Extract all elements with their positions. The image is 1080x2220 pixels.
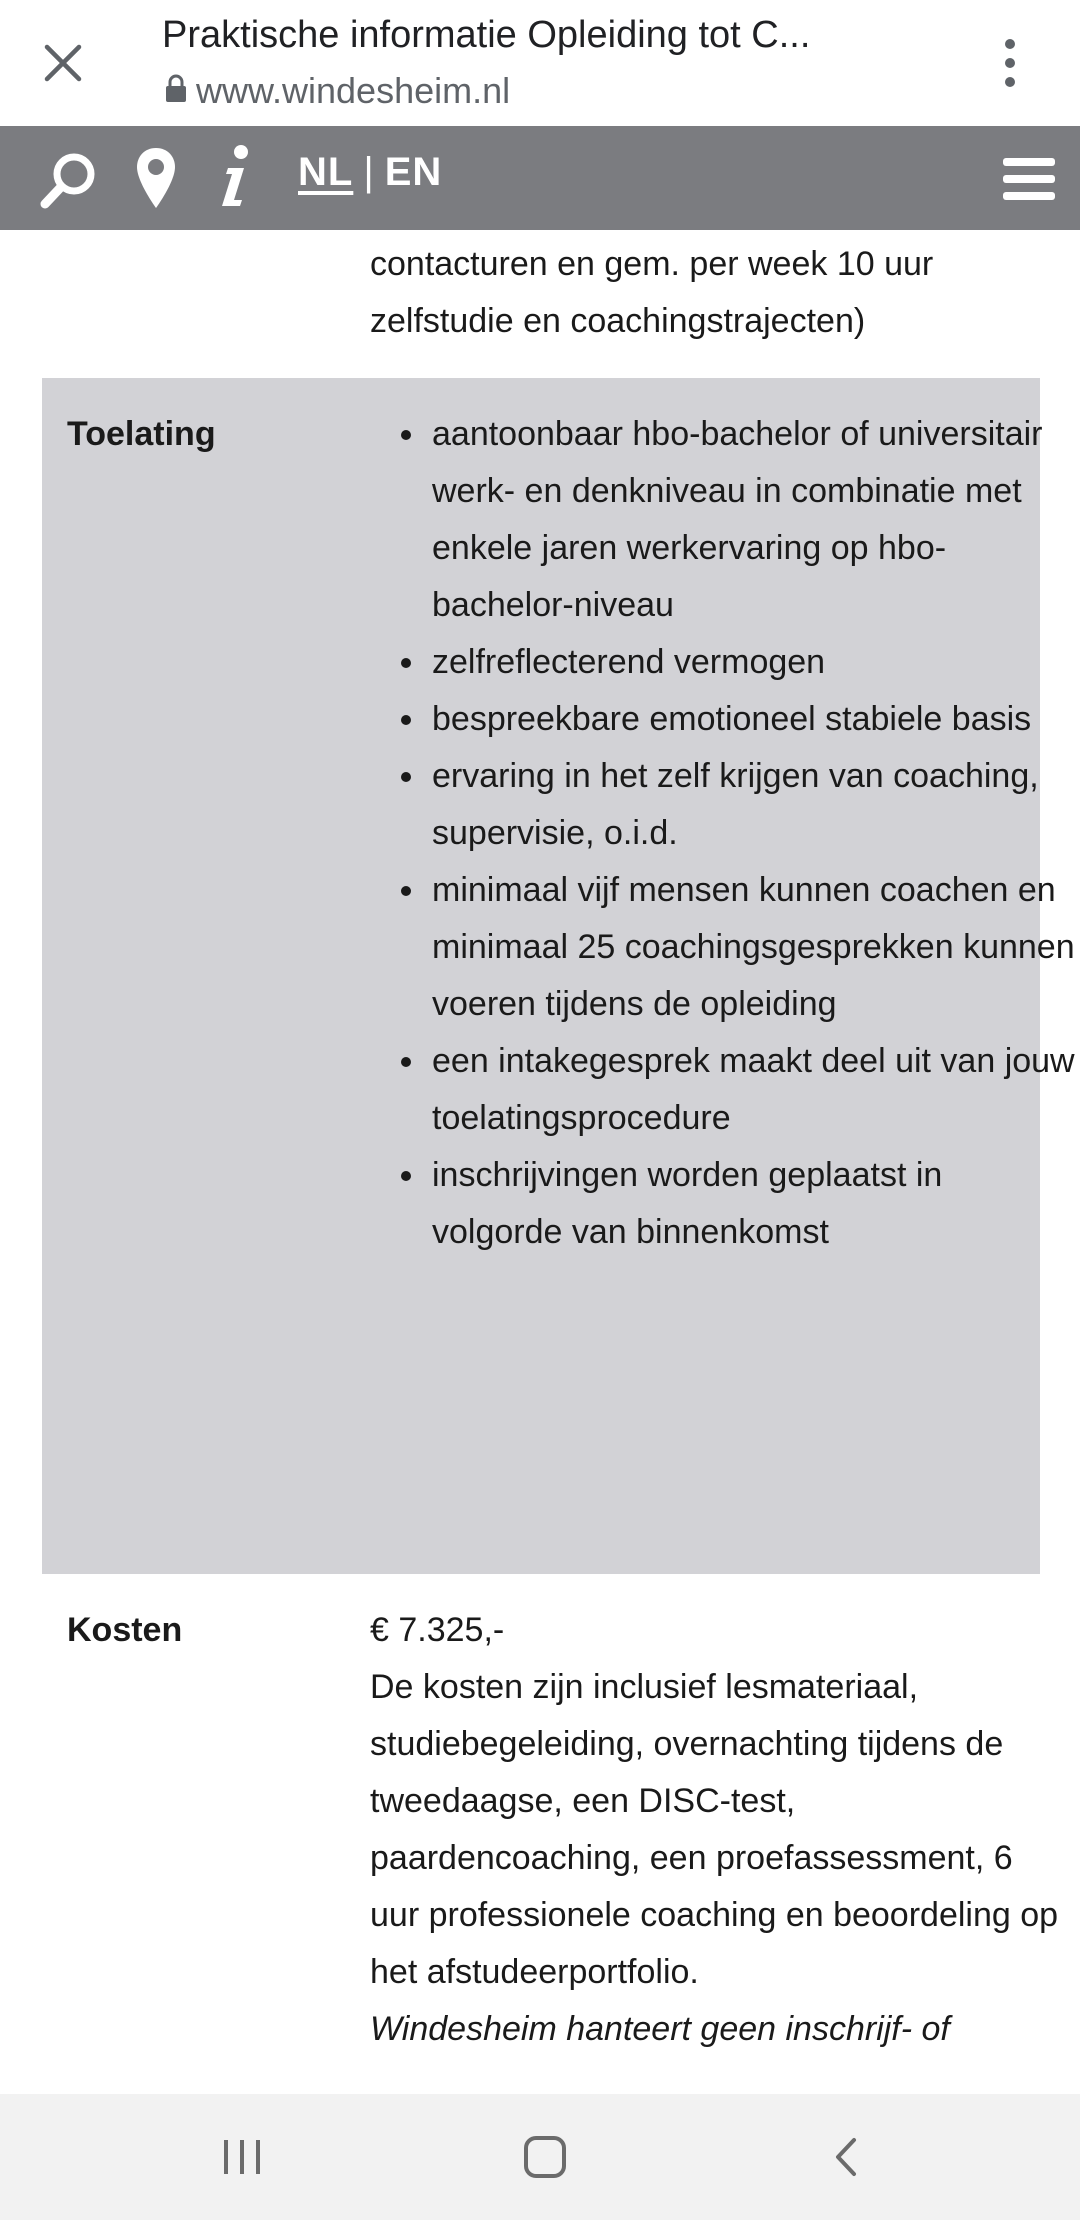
search-icon[interactable] xyxy=(38,150,100,215)
toelating-row xyxy=(42,378,1075,1574)
browser-toolbar xyxy=(0,0,1080,127)
kosten-details xyxy=(370,1602,1060,2058)
lang-en-link[interactable]: EN xyxy=(384,150,443,194)
close-icon[interactable] xyxy=(28,28,98,98)
info-icon[interactable] xyxy=(214,144,254,215)
site-navigation-bar xyxy=(0,126,1080,230)
list-item: • een intakegesprek maakt deel uit van jouw toelatingsprocedure xyxy=(428,1033,1078,1147)
kosten-note: Windesheim hanteert geen inschrijf- of xyxy=(370,2010,950,2048)
system-navigation-bar xyxy=(0,2094,1080,2220)
lang-nl-link[interactable]: NL xyxy=(298,150,354,194)
page-content xyxy=(0,230,1080,2094)
more-vert-icon[interactable] xyxy=(990,36,1030,92)
home-icon[interactable] xyxy=(522,2134,568,2185)
url-text: www.windesheim.nl xyxy=(196,70,511,111)
lang-separator: | xyxy=(363,150,375,194)
url-bar[interactable] xyxy=(164,70,510,112)
list-item: • ervaring in het zelf krijgen van coaching, supervisie, o.i.d. xyxy=(428,748,1078,862)
recent-apps-icon[interactable] xyxy=(220,2136,264,2183)
list-item: • minimaal vijf mensen kunnen coachen en minimaal 25 coachingsgesprekken kunnen voeren tijdens de opleiding xyxy=(428,862,1078,1033)
back-icon[interactable] xyxy=(830,2136,860,2183)
list-item: • inschrijvingen worden geplaatst in volgorde van binnenkomst xyxy=(428,1147,1078,1261)
kosten-label: Kosten xyxy=(67,1611,183,1649)
location-pin-icon[interactable] xyxy=(134,146,178,215)
lock-icon xyxy=(164,74,188,109)
kosten-row xyxy=(42,1574,1059,2094)
kosten-description: De kosten zijn inclusief lesmateriaal, studiebegeleiding, overnachting tijdens de tweedaagse, een DISC-test, paardencoaching, een proefassessment, 6 uur professionele coaching en beoordeling op het afstudeerportfolio. xyxy=(370,1668,1059,1991)
hamburger-menu-icon[interactable] xyxy=(1003,156,1055,202)
list-item: • zelfreflecterend vermogen xyxy=(428,634,1078,691)
studiebelasting-text: contacturen en gem. per week 10 uur zelfstudie en coachingstrajecten) xyxy=(370,245,934,340)
language-switch xyxy=(298,150,442,195)
toelating-list xyxy=(382,406,1078,1261)
list-item: • bespreekbare emotioneel stabiele basis xyxy=(428,691,1078,748)
kosten-price: € 7.325,- xyxy=(370,1611,505,1649)
page-title: Praktische informatie Opleiding tot C... xyxy=(162,14,811,56)
list-item: • aantoonbaar hbo-bachelor of universitair werk- en denkniveau in combinatie met enkele jaren werkervaring op hbo-bachelor-niveau xyxy=(428,406,1078,634)
toelating-label: Toelating xyxy=(67,415,216,453)
